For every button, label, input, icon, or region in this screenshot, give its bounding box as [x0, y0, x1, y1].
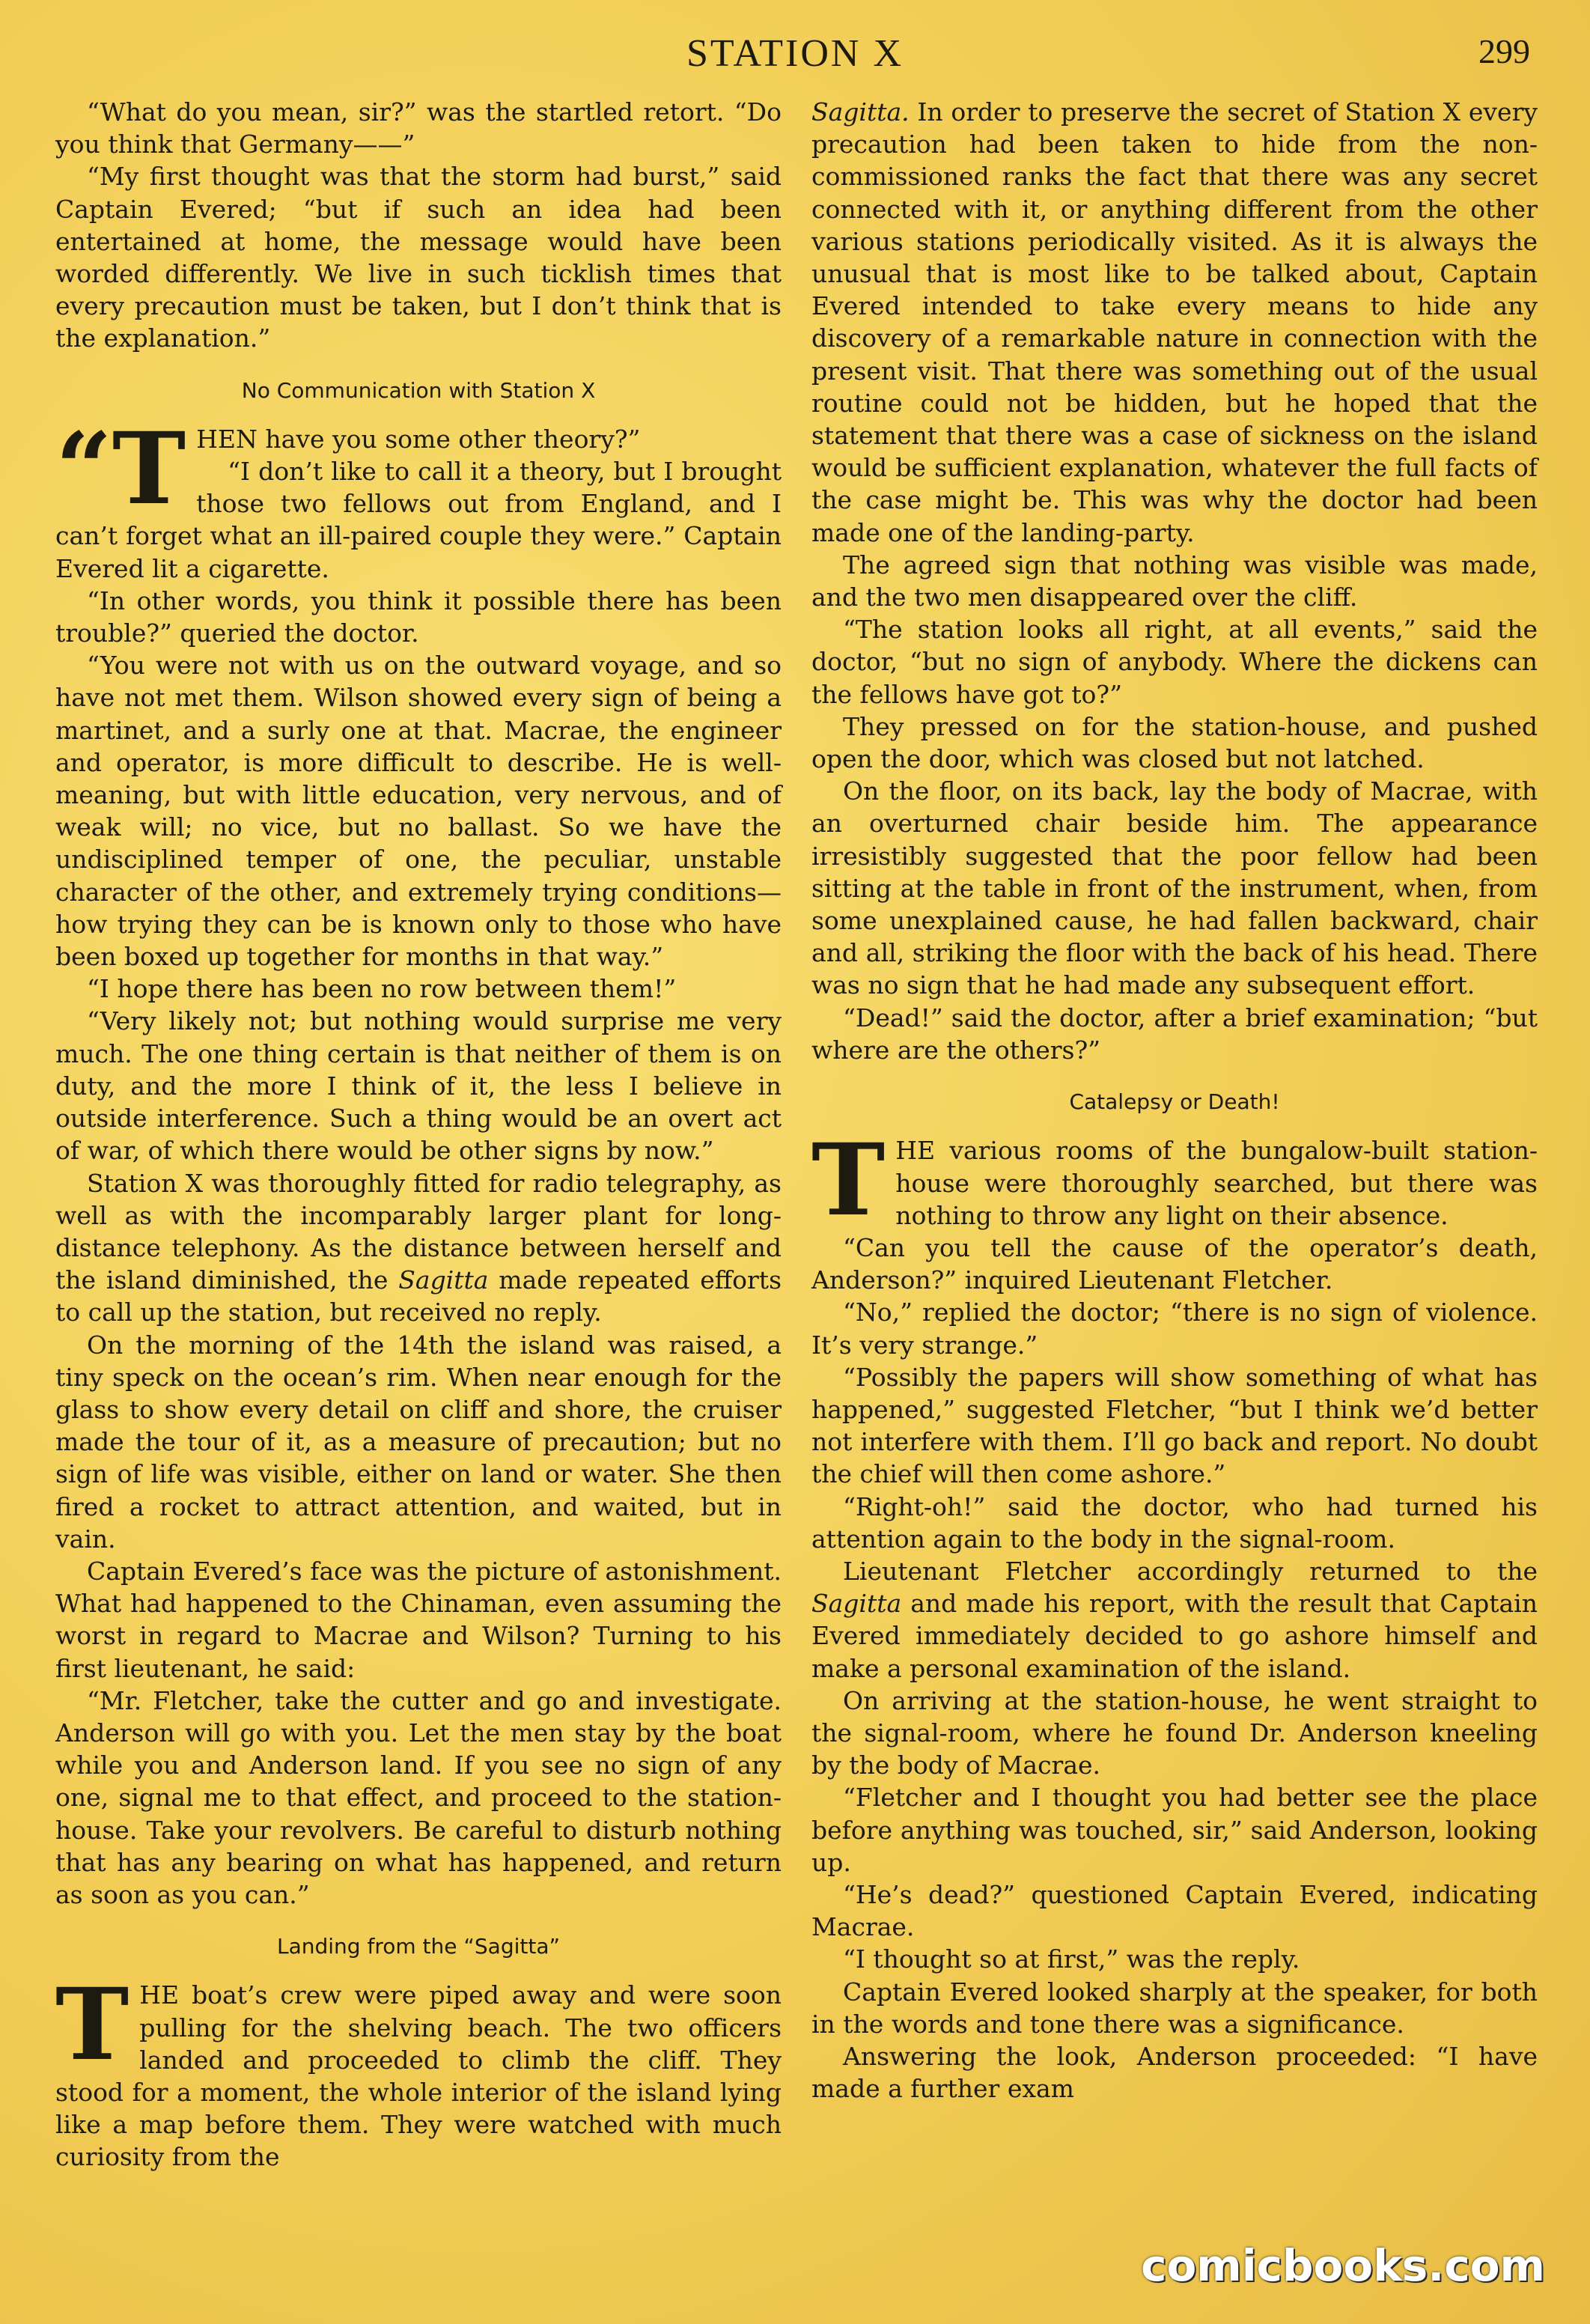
ship-name: Sagitta	[398, 1265, 489, 1295]
paragraph	[811, 1122, 1538, 1239]
paragraph: Captain Evered looked sharply at the speaker, for both in the words and tone there was a significance.	[811, 1977, 1538, 2039]
paragraph: “No,” replied the doctor; “there is no sign of violence. It’s very strange.”	[811, 1298, 1538, 1360]
paragraph: They pressed on for the station-house, and pushed open the door, which was closed but not latched.	[811, 711, 1538, 774]
paragraph: “I thought so at first,” was the reply.	[843, 1944, 1300, 1974]
paragraph: “Mr. Fletcher, take the cutter and go and investigate. Anderson will go with you. Let the men stay by the boat while you and Anderson land. If you see no sign of any one, signal me to that effect, and proceed to the station-house. Take your revolvers. Be careful to disturb nothing that has any bearing on what has happened, and return as soon as you can.”	[55, 1685, 782, 1909]
drop-cap: “T	[55, 410, 186, 527]
paragraph: On the floor, on its back, lay the body of Macrae, with an overturned chair beside him. The appearance irresistibly suggested that the poor fellow had been sitting at the table in front of the instrument, when, from some unexplained cause, he had fallen backward, chair and all, striking the floor with the back of his head. There was no sign that he had made any subsequent effort.	[811, 776, 1538, 1000]
section-heading: Catalepsy or Death!	[1069, 1089, 1280, 1115]
paragraph	[811, 96, 1538, 549]
paragraph: Answering the look, Anderson proceeded: “I have made a further exam	[811, 2041, 1538, 2104]
running-title: STATION X	[686, 32, 904, 75]
ship-name: Sagitta	[811, 1589, 902, 1619]
paragraph: “You were not with us on the outward voyage, and so have not met them. Wilson showed every sign of being a martinet, and a surly one at that. Macrae, the engineer and operator, is more difficult to describe. He is well-meaning, but with little education, very nervous, and of weak will; no vice, but no ballast. So we have the undisciplined temper of one, the peculiar, unstable character of the other, and extremely trying conditions—how trying they can be is known only to those who have been boxed up together for months in that way.”	[55, 651, 782, 972]
paragraph: “Dead!” said the doctor, after a brief examination; “but where are the others?”	[811, 1003, 1538, 1065]
paragraph: “I hope there has been no row between them!”	[87, 974, 677, 1004]
paragraph	[811, 1555, 1538, 1685]
right-column	[811, 96, 1538, 2105]
paragraph: “My first thought was that the storm had burst,” said Captain Evered; “but if such an idea had been entertained at home, the message would have been worded differently. We live in such ticklish times that every precaution must be taken, but I don’t think that is the explanation.”	[55, 162, 782, 353]
paragraph-text: HE boat’s crew were piped away and were soon pulling for the shelving beach. The two officers landed and proceeded to climb the cliff. They stood for a moment, the whole interior of the island lying like a map before them. They were watched with much curiosity from the	[55, 1980, 782, 2172]
drop-cap: T	[55, 1967, 130, 2084]
paragraph: “Possibly the papers will show something of what has happened,” suggested Fletcher, “but I think we’d better not interfere with them. I’ll go back and report. No doubt the chief will then come ashore.”	[811, 1362, 1538, 1489]
ship-name: Sagitta.	[811, 97, 910, 127]
paragraph: “Fletcher and I thought you had better see the place before anything was touched, sir,” said Anderson, looking up.	[811, 1783, 1538, 1877]
paragraph-text: In order to preserve the secret of Station X every precaution had been taken to hide from the non-commissioned ranks the fact that there was any secret connected with it, or anything different from the other various stations periodically visited. As it is always the unusual that is most like to be talked about, Captain Evered intended to take every means to hide any discovery of a remarkable nature in connection with the present visit. That there was something out of the usual routine could not be hidden, but he hoped that the statement that there was a case of sickness on the island would be sufficient explanation, whatever the full facts of the case might be. This was why the doctor had been made one of the landing-party.	[811, 97, 1538, 547]
paragraph: “Very likely not; but nothing would surprise me very much. The one thing certain is that neither of them is on duty, and the more I think of it, the less I believe in outside interference. Such a thing would be an overt act of war, of which there would be other signs by now.”	[55, 1006, 782, 1166]
section-heading: Landing from the “Sagitta”	[277, 1934, 560, 1959]
drop-cap: T	[811, 1122, 886, 1239]
left-column	[55, 96, 782, 2174]
paragraph-text: HE various rooms of the bungalow-built station-house were thoroughly searched, but there was nothing to throw any light on their absence.	[895, 1136, 1538, 1230]
paragraph: The agreed sign that nothing was visible was made, and the two men disappeared over the cliff.	[811, 550, 1538, 612]
paragraph: On arriving at the station-house, he went straight to the signal-room, where he found Dr. Anderson kneeling by the body of Macrae.	[811, 1685, 1538, 1780]
paragraph	[55, 1967, 782, 2173]
paragraph: “In other words, you think it possible there has been trouble?” queried the doctor.	[55, 585, 782, 648]
watermark-logo: comicbooks.com	[1141, 2240, 1545, 2291]
paragraph-text: made repeated efforts to call up the station, but received no reply.	[55, 1265, 782, 1327]
paragraph-text: HEN have you some other theory?”	[196, 424, 641, 454]
section-heading: No Communication with Station X	[241, 377, 596, 403]
paragraph-text: Station X was thoroughly fitted for radio telegraphy, as well as with the incomparably larger plant for long-distance telephony. As the distance between herself and the island diminished, the	[55, 1168, 782, 1295]
paragraph: “I don’t like to call it a theory, but I brought those two fellows out from England, and I can’t forget what an ill-paired couple they were.” Captain Evered lit a cigarette.	[55, 457, 782, 583]
paragraph	[55, 1167, 782, 1329]
paragraph: “What do you mean, sir?” was the startled retort. “Do you think that Germany——”	[55, 97, 782, 159]
paragraph-text: Lieutenant Fletcher accordingly returned to the	[843, 1556, 1538, 1586]
paragraph: “Right-oh!” said the doctor, who had turned his attention again to the body in the signal-room.	[811, 1491, 1538, 1554]
page-number: 299	[1478, 32, 1530, 70]
paragraph: “He’s dead?” questioned Captain Evered, indicating Macrae.	[811, 1879, 1538, 1942]
paragraph: Captain Evered’s face was the picture of astonishment. What had happened to the Chinaman, even assuming the worst in regard to Macrae and Wilson? Turning to his first lieutenant, he said:	[55, 1556, 782, 1683]
paragraph: “Can you tell the cause of the operator’s death, Anderson?” inquired Lieutenant Fletcher.	[811, 1232, 1538, 1295]
paragraph-text: and made his report, with the result that Captain Evered immediately decided to go ashore himself and make a personal examination of the island.	[811, 1589, 1538, 1683]
paragraph: “The station looks all right, at all events,” said the doctor, “but no sign of anybody. Where the dickens can the fellows have got to?”	[811, 615, 1538, 709]
paragraph: On the morning of the 14th the island was raised, a tiny speck on the ocean’s rim. When near enough for the glass to show every detail on cliff and shore, the cruiser made the tour of it, as a measure of precaution; but no sign of life was visible, either on land or water. She then fired a rocket to attract attention, and waited, but in vain.	[55, 1330, 782, 1554]
